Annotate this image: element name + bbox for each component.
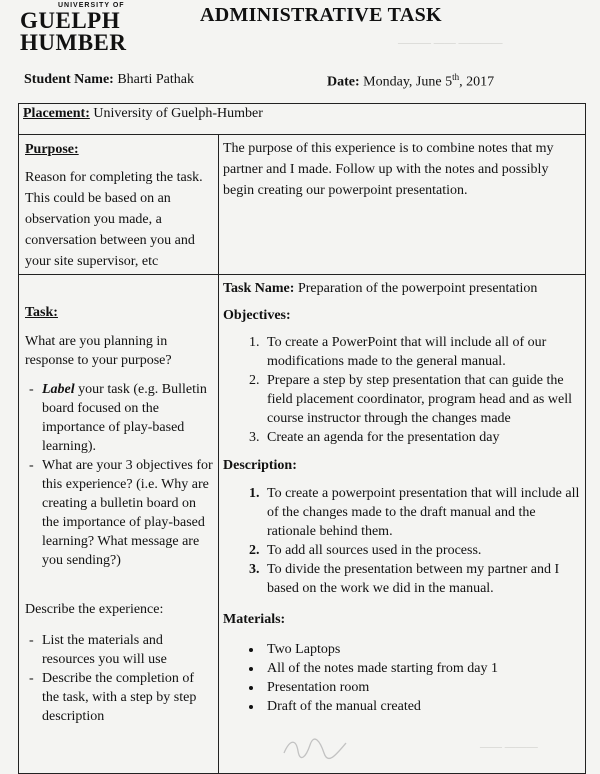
description-label: Description: — [223, 458, 297, 473]
list-item: - List the materials and resources you will use — [25, 631, 214, 669]
signature-scribble — [280, 735, 350, 761]
task-guidance-text: your task (e.g. Bulletin board focused on the importance of play-based learning). — [42, 382, 207, 454]
task-guidance-list — [25, 380, 214, 570]
list-item: 1. To create a PowerPoint that will include all of our modifications made to the general manual. — [263, 333, 581, 371]
purpose-answer-cell — [219, 135, 586, 275]
describe-label: Describe the experience: — [25, 602, 164, 617]
materials-label: Materials: — [223, 612, 286, 627]
describe-list — [25, 631, 214, 726]
task-prompt-cell — [19, 275, 219, 774]
page-title: ADMINISTRATIVE TASK — [200, 4, 442, 26]
list-item — [25, 380, 214, 456]
purpose-prompt: Reason for completing the task. This could be based on an observation you made, a conversation between you and your site supervisor, etc — [25, 170, 203, 269]
purpose-prompt-cell — [19, 135, 219, 275]
placement-label: Placement: — [23, 106, 90, 121]
task-name-value: Preparation of the powerpoint presentation — [297, 281, 538, 296]
task-name-line — [223, 279, 581, 298]
task-guidance-emphasis: Label — [42, 382, 75, 397]
student-name-line — [24, 72, 194, 88]
university-logo — [20, 2, 170, 58]
purpose-answer: The purpose of this experience is to combine notes that my partner and I made. Follow up with the notes and possibly begin creating our powerpoint presentation. — [223, 141, 554, 198]
placement-value: University of Guelph-Humber — [93, 106, 263, 121]
date-line — [327, 72, 494, 91]
date-label: Date: — [327, 74, 360, 90]
date-value-prefix: Monday, June 5 — [363, 74, 453, 90]
list-item: - Describe the completion of the task, with a step by step description — [25, 669, 214, 726]
logo-line-2: HUMBER — [20, 30, 127, 55]
list-item: • All of the notes made starting from day 1 — [263, 659, 581, 678]
list-item: • Draft of the manual created — [263, 697, 581, 716]
bleed-through-text: —— ——— — [480, 741, 538, 753]
objectives-list — [223, 333, 581, 447]
task-details-cell — [219, 275, 586, 774]
list-item: • Presentation room — [263, 678, 581, 697]
purpose-label: Purpose: — [25, 142, 79, 157]
list-item — [25, 456, 214, 570]
list-item: 3. Create an agenda for the presentation day — [263, 428, 581, 447]
logo-line-1: GUELPH — [20, 8, 121, 33]
description-list — [223, 484, 581, 598]
list-item: 2. To add all sources used in the process. — [263, 541, 581, 560]
materials-list — [223, 640, 581, 716]
list-item: 1. To create a powerpoint presentation that will include all of the changes made to the draft manual and the rationale behind them. — [263, 484, 581, 541]
student-name-label: Student Name: — [24, 72, 114, 87]
list-item: • Two Laptops — [263, 640, 581, 659]
date-value-sup: th — [452, 72, 460, 82]
logo-small-text: UNIVERSITY OF — [58, 2, 125, 9]
task-guidance-text: What are your 3 objectives for this experience? (i.e. Why are creating a bulletin board on the importance of play-based learning? What message are you sending?) — [42, 458, 213, 568]
task-prompt: What are you planning in response to your purpose? — [25, 334, 172, 368]
list-item: 2. Prepare a step by step presentation that can guide the field placement coordinator, program head and as well course instructor through the changes made — [263, 371, 581, 428]
task-form-table — [18, 103, 586, 774]
objectives-label: Objectives: — [223, 308, 291, 323]
student-name-value: Bharti Pathak — [117, 72, 194, 87]
task-name-label: Task Name: — [223, 281, 295, 296]
date-value-suffix: , 2017 — [459, 74, 495, 90]
list-item: 3. To divide the presentation between my partner and I based on the work we did in the manual. — [263, 560, 581, 598]
bleed-through-text: ——— —— ———— — [398, 37, 503, 49]
task-label: Task: — [25, 305, 58, 320]
placement-row — [19, 104, 586, 135]
